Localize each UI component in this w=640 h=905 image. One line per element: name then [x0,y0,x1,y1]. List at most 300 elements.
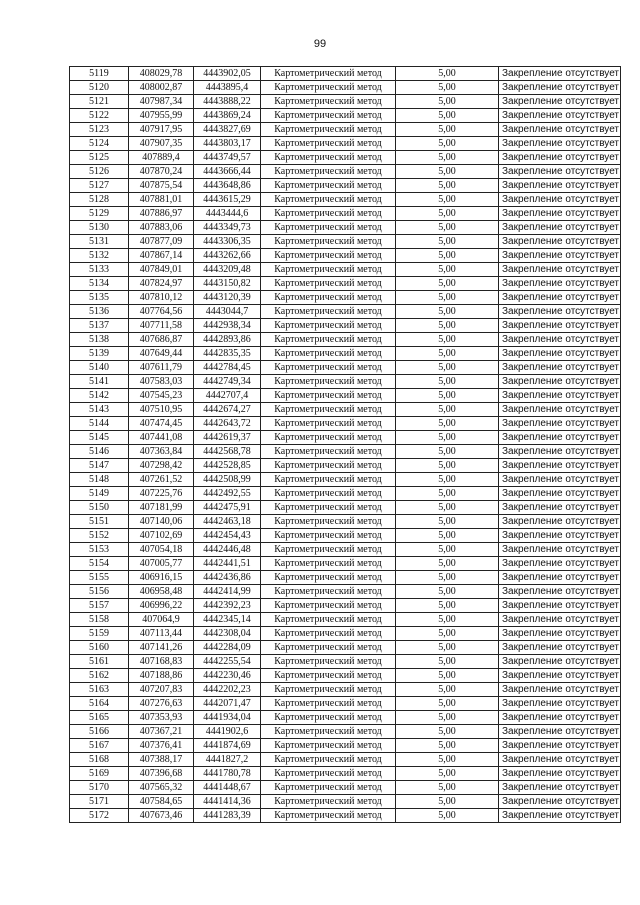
fixing-cell: Закрепление отсутствует [499,249,621,263]
table-row [70,263,621,277]
fixing-cell: Закрепление отсутствует [499,165,621,179]
method-cell: Картометрический метод [261,319,396,333]
fixing-cell: Закрепление отсутствует [499,193,621,207]
table-row [70,697,621,711]
point-number-cell: 5122 [70,109,129,123]
accuracy-cell: 5,00 [396,529,499,543]
y-coordinate-cell: 4442308,04 [194,627,261,641]
table-row [70,739,621,753]
point-number-cell: 5171 [70,795,129,809]
y-coordinate-cell: 4442749,34 [194,375,261,389]
y-coordinate-cell: 4442893,86 [194,333,261,347]
point-number-cell: 5163 [70,683,129,697]
fixing-cell: Закрепление отсутствует [499,529,621,543]
method-cell: Картометрический метод [261,123,396,137]
fixing-cell: Закрепление отсутствует [499,81,621,95]
fixing-cell: Закрепление отсутствует [499,375,621,389]
x-coordinate-cell: 407987,34 [129,95,194,109]
fixing-cell: Закрепление отсутствует [499,501,621,515]
fixing-cell: Закрепление отсутствует [499,543,621,557]
y-coordinate-cell: 4442255,54 [194,655,261,669]
fixing-cell: Закрепление отсутствует [499,459,621,473]
point-number-cell: 5168 [70,753,129,767]
fixing-cell: Закрепление отсутствует [499,795,621,809]
x-coordinate-cell: 407181,99 [129,501,194,515]
accuracy-cell: 5,00 [396,725,499,739]
x-coordinate-cell: 407276,63 [129,697,194,711]
x-coordinate-cell: 407396,68 [129,767,194,781]
method-cell: Картометрический метод [261,431,396,445]
fixing-cell: Закрепление отсутствует [499,123,621,137]
accuracy-cell: 5,00 [396,795,499,809]
y-coordinate-cell: 4442674,27 [194,403,261,417]
fixing-cell: Закрепление отсутствует [499,221,621,235]
accuracy-cell: 5,00 [396,571,499,585]
accuracy-cell: 5,00 [396,781,499,795]
point-number-cell: 5145 [70,431,129,445]
method-cell: Картометрический метод [261,179,396,193]
accuracy-cell: 5,00 [396,305,499,319]
table-row [70,431,621,445]
accuracy-cell: 5,00 [396,627,499,641]
table-row [70,529,621,543]
fixing-cell: Закрепление отсутствует [499,67,621,81]
accuracy-cell: 5,00 [396,109,499,123]
y-coordinate-cell: 4442446,48 [194,543,261,557]
x-coordinate-cell: 407673,46 [129,809,194,823]
y-coordinate-cell: 4442528,85 [194,459,261,473]
point-number-cell: 5136 [70,305,129,319]
method-cell: Картометрический метод [261,417,396,431]
x-coordinate-cell: 407363,84 [129,445,194,459]
x-coordinate-cell: 407298,42 [129,459,194,473]
coordinates-table-body [70,67,621,823]
method-cell: Картометрический метод [261,235,396,249]
point-number-cell: 5124 [70,137,129,151]
point-number-cell: 5152 [70,529,129,543]
x-coordinate-cell: 407376,41 [129,739,194,753]
table-row [70,67,621,81]
fixing-cell: Закрепление отсутствует [499,571,621,585]
fixing-cell: Закрепление отсутствует [499,515,621,529]
x-coordinate-cell: 407113,44 [129,627,194,641]
fixing-cell: Закрепление отсутствует [499,683,621,697]
method-cell: Картометрический метод [261,333,396,347]
x-coordinate-cell: 407584,65 [129,795,194,809]
accuracy-cell: 5,00 [396,697,499,711]
fixing-cell: Закрепление отсутствует [499,599,621,613]
method-cell: Картометрический метод [261,641,396,655]
x-coordinate-cell: 407881,01 [129,193,194,207]
accuracy-cell: 5,00 [396,333,499,347]
point-number-cell: 5167 [70,739,129,753]
method-cell: Картометрический метод [261,151,396,165]
table-row [70,613,621,627]
accuracy-cell: 5,00 [396,501,499,515]
accuracy-cell: 5,00 [396,683,499,697]
method-cell: Картометрический метод [261,501,396,515]
x-coordinate-cell: 407565,32 [129,781,194,795]
x-coordinate-cell: 407102,69 [129,529,194,543]
accuracy-cell: 5,00 [396,165,499,179]
fixing-cell: Закрепление отсутствует [499,641,621,655]
method-cell: Картометрический метод [261,403,396,417]
table-row [70,165,621,179]
accuracy-cell: 5,00 [396,809,499,823]
point-number-cell: 5153 [70,543,129,557]
point-number-cell: 5134 [70,277,129,291]
fixing-cell: Закрепление отсутствует [499,207,621,221]
method-cell: Картометрический метод [261,473,396,487]
method-cell: Картометрический метод [261,67,396,81]
table-row [70,221,621,235]
fixing-cell: Закрепление отсутствует [499,739,621,753]
method-cell: Картометрический метод [261,375,396,389]
point-number-cell: 5144 [70,417,129,431]
table-row [70,305,621,319]
y-coordinate-cell: 4441934,04 [194,711,261,725]
point-number-cell: 5123 [70,123,129,137]
table-row [70,417,621,431]
y-coordinate-cell: 4442508,99 [194,473,261,487]
y-coordinate-cell: 4442463,18 [194,515,261,529]
y-coordinate-cell: 4442643,72 [194,417,261,431]
accuracy-cell: 5,00 [396,543,499,557]
fixing-cell: Закрепление отсутствует [499,753,621,767]
table-row [70,277,621,291]
x-coordinate-cell: 407474,45 [129,417,194,431]
accuracy-cell: 5,00 [396,263,499,277]
point-number-cell: 5142 [70,389,129,403]
fixing-cell: Закрепление отсутствует [499,319,621,333]
point-number-cell: 5137 [70,319,129,333]
y-coordinate-cell: 4442475,91 [194,501,261,515]
y-coordinate-cell: 4443749,57 [194,151,261,165]
x-coordinate-cell: 407054,18 [129,543,194,557]
point-number-cell: 5158 [70,613,129,627]
table-row [70,445,621,459]
y-coordinate-cell: 4442230,46 [194,669,261,683]
table-row [70,403,621,417]
x-coordinate-cell: 406958,48 [129,585,194,599]
table-row [70,543,621,557]
table-row [70,473,621,487]
y-coordinate-cell: 4442284,09 [194,641,261,655]
fixing-cell: Закрепление отсутствует [499,655,621,669]
x-coordinate-cell: 407907,35 [129,137,194,151]
y-coordinate-cell: 4443444,6 [194,207,261,221]
point-number-cell: 5143 [70,403,129,417]
y-coordinate-cell: 4442568,78 [194,445,261,459]
point-number-cell: 5170 [70,781,129,795]
y-coordinate-cell: 4442345,14 [194,613,261,627]
y-coordinate-cell: 4443615,29 [194,193,261,207]
table-row [70,375,621,389]
x-coordinate-cell: 407225,76 [129,487,194,501]
table-row [70,557,621,571]
table-row [70,291,621,305]
accuracy-cell: 5,00 [396,585,499,599]
table-row [70,137,621,151]
x-coordinate-cell: 407005,77 [129,557,194,571]
accuracy-cell: 5,00 [396,347,499,361]
x-coordinate-cell: 407510,95 [129,403,194,417]
point-number-cell: 5139 [70,347,129,361]
method-cell: Картометрический метод [261,725,396,739]
method-cell: Картометрический метод [261,711,396,725]
method-cell: Картометрический метод [261,781,396,795]
method-cell: Картометрический метод [261,165,396,179]
y-coordinate-cell: 4442441,51 [194,557,261,571]
fixing-cell: Закрепление отсутствует [499,557,621,571]
fixing-cell: Закрепление отсутствует [499,711,621,725]
accuracy-cell: 5,00 [396,151,499,165]
point-number-cell: 5132 [70,249,129,263]
y-coordinate-cell: 4441448,67 [194,781,261,795]
accuracy-cell: 5,00 [396,123,499,137]
table-row [70,81,621,95]
method-cell: Картометрический метод [261,669,396,683]
method-cell: Картометрический метод [261,109,396,123]
y-coordinate-cell: 4442835,35 [194,347,261,361]
point-number-cell: 5162 [70,669,129,683]
table-row [70,361,621,375]
method-cell: Картометрический метод [261,585,396,599]
page-number: 99 [313,38,327,50]
point-number-cell: 5156 [70,585,129,599]
point-number-cell: 5127 [70,179,129,193]
table-row [70,809,621,823]
x-coordinate-cell: 407889,4 [129,151,194,165]
point-number-cell: 5135 [70,291,129,305]
fixing-cell: Закрепление отсутствует [499,95,621,109]
x-coordinate-cell: 407883,06 [129,221,194,235]
point-number-cell: 5130 [70,221,129,235]
method-cell: Картометрический метод [261,487,396,501]
accuracy-cell: 5,00 [396,221,499,235]
y-coordinate-cell: 4442202,23 [194,683,261,697]
y-coordinate-cell: 4443306,35 [194,235,261,249]
point-number-cell: 5128 [70,193,129,207]
point-number-cell: 5119 [70,67,129,81]
y-coordinate-cell: 4443120,39 [194,291,261,305]
table-row [70,501,621,515]
accuracy-cell: 5,00 [396,599,499,613]
y-coordinate-cell: 4443888,22 [194,95,261,109]
y-coordinate-cell: 4443150,82 [194,277,261,291]
method-cell: Картометрический метод [261,263,396,277]
table-row [70,669,621,683]
table-row [70,193,621,207]
fixing-cell: Закрепление отсутствует [499,585,621,599]
accuracy-cell: 5,00 [396,277,499,291]
method-cell: Картометрический метод [261,95,396,109]
method-cell: Картометрический метод [261,767,396,781]
method-cell: Картометрический метод [261,795,396,809]
accuracy-cell: 5,00 [396,319,499,333]
fixing-cell: Закрепление отсутствует [499,361,621,375]
point-number-cell: 5126 [70,165,129,179]
method-cell: Картометрический метод [261,697,396,711]
method-cell: Картометрический метод [261,515,396,529]
point-number-cell: 5140 [70,361,129,375]
accuracy-cell: 5,00 [396,67,499,81]
y-coordinate-cell: 4443827,69 [194,123,261,137]
y-coordinate-cell: 4442492,55 [194,487,261,501]
fixing-cell: Закрепление отсутствует [499,403,621,417]
y-coordinate-cell: 4443895,4 [194,81,261,95]
x-coordinate-cell: 407764,56 [129,305,194,319]
accuracy-cell: 5,00 [396,739,499,753]
method-cell: Картометрический метод [261,571,396,585]
x-coordinate-cell: 407849,01 [129,263,194,277]
point-number-cell: 5147 [70,459,129,473]
x-coordinate-cell: 407686,87 [129,333,194,347]
fixing-cell: Закрепление отсутствует [499,417,621,431]
fixing-cell: Закрепление отсутствует [499,781,621,795]
x-coordinate-cell: 407877,09 [129,235,194,249]
table-row [70,347,621,361]
accuracy-cell: 5,00 [396,459,499,473]
accuracy-cell: 5,00 [396,193,499,207]
table-row [70,487,621,501]
fixing-cell: Закрепление отсутствует [499,627,621,641]
method-cell: Картометрический метод [261,445,396,459]
point-number-cell: 5166 [70,725,129,739]
fixing-cell: Закрепление отсутствует [499,725,621,739]
table-row [70,249,621,263]
y-coordinate-cell: 4442414,99 [194,585,261,599]
x-coordinate-cell: 407867,14 [129,249,194,263]
method-cell: Картометрический метод [261,221,396,235]
accuracy-cell: 5,00 [396,95,499,109]
y-coordinate-cell: 4442392,23 [194,599,261,613]
point-number-cell: 5151 [70,515,129,529]
y-coordinate-cell: 4441827,2 [194,753,261,767]
x-coordinate-cell: 407875,54 [129,179,194,193]
fixing-cell: Закрепление отсутствует [499,389,621,403]
accuracy-cell: 5,00 [396,361,499,375]
y-coordinate-cell: 4443648,86 [194,179,261,193]
accuracy-cell: 5,00 [396,137,499,151]
x-coordinate-cell: 407583,03 [129,375,194,389]
table-row [70,333,621,347]
point-number-cell: 5154 [70,557,129,571]
method-cell: Картометрический метод [261,389,396,403]
point-number-cell: 5149 [70,487,129,501]
accuracy-cell: 5,00 [396,655,499,669]
x-coordinate-cell: 407367,21 [129,725,194,739]
y-coordinate-cell: 4443902,05 [194,67,261,81]
fixing-cell: Закрепление отсутствует [499,431,621,445]
y-coordinate-cell: 4441283,39 [194,809,261,823]
x-coordinate-cell: 407711,58 [129,319,194,333]
point-number-cell: 5121 [70,95,129,109]
point-number-cell: 5164 [70,697,129,711]
y-coordinate-cell: 4443666,44 [194,165,261,179]
table-row [70,641,621,655]
y-coordinate-cell: 4441874,69 [194,739,261,753]
y-coordinate-cell: 4443803,17 [194,137,261,151]
accuracy-cell: 5,00 [396,403,499,417]
table-row [70,781,621,795]
accuracy-cell: 5,00 [396,207,499,221]
point-number-cell: 5165 [70,711,129,725]
table-row [70,109,621,123]
method-cell: Картометрический метод [261,361,396,375]
x-coordinate-cell: 407064,9 [129,613,194,627]
method-cell: Картометрический метод [261,459,396,473]
table-row [70,599,621,613]
y-coordinate-cell: 4443044,7 [194,305,261,319]
accuracy-cell: 5,00 [396,711,499,725]
method-cell: Картометрический метод [261,599,396,613]
x-coordinate-cell: 407388,17 [129,753,194,767]
method-cell: Картометрический метод [261,613,396,627]
point-number-cell: 5138 [70,333,129,347]
method-cell: Картометрический метод [261,193,396,207]
fixing-cell: Закрепление отсутствует [499,263,621,277]
x-coordinate-cell: 407261,52 [129,473,194,487]
method-cell: Картометрический метод [261,683,396,697]
table-row [70,235,621,249]
fixing-cell: Закрепление отсутствует [499,347,621,361]
y-coordinate-cell: 4442619,37 [194,431,261,445]
method-cell: Картометрический метод [261,291,396,305]
point-number-cell: 5131 [70,235,129,249]
y-coordinate-cell: 4443869,24 [194,109,261,123]
method-cell: Картометрический метод [261,739,396,753]
method-cell: Картометрический метод [261,557,396,571]
point-number-cell: 5169 [70,767,129,781]
accuracy-cell: 5,00 [396,249,499,263]
method-cell: Картометрический метод [261,277,396,291]
y-coordinate-cell: 4442454,43 [194,529,261,543]
point-number-cell: 5150 [70,501,129,515]
accuracy-cell: 5,00 [396,417,499,431]
method-cell: Картометрический метод [261,305,396,319]
point-number-cell: 5146 [70,445,129,459]
y-coordinate-cell: 4443262,66 [194,249,261,263]
accuracy-cell: 5,00 [396,473,499,487]
fixing-cell: Закрепление отсутствует [499,151,621,165]
point-number-cell: 5159 [70,627,129,641]
x-coordinate-cell: 407886,97 [129,207,194,221]
fixing-cell: Закрепление отсутствует [499,767,621,781]
table-row [70,585,621,599]
method-cell: Картометрический метод [261,655,396,669]
x-coordinate-cell: 407207,83 [129,683,194,697]
fixing-cell: Закрепление отсутствует [499,235,621,249]
accuracy-cell: 5,00 [396,375,499,389]
fixing-cell: Закрепление отсутствует [499,613,621,627]
accuracy-cell: 5,00 [396,669,499,683]
method-cell: Картометрический метод [261,249,396,263]
table-row [70,95,621,109]
x-coordinate-cell: 407545,23 [129,389,194,403]
point-number-cell: 5129 [70,207,129,221]
point-number-cell: 5120 [70,81,129,95]
accuracy-cell: 5,00 [396,557,499,571]
y-coordinate-cell: 4442071,47 [194,697,261,711]
method-cell: Картометрический метод [261,81,396,95]
table-row [70,767,621,781]
accuracy-cell: 5,00 [396,767,499,781]
fixing-cell: Закрепление отсутствует [499,697,621,711]
y-coordinate-cell: 4441414,36 [194,795,261,809]
fixing-cell: Закрепление отсутствует [499,473,621,487]
accuracy-cell: 5,00 [396,487,499,501]
